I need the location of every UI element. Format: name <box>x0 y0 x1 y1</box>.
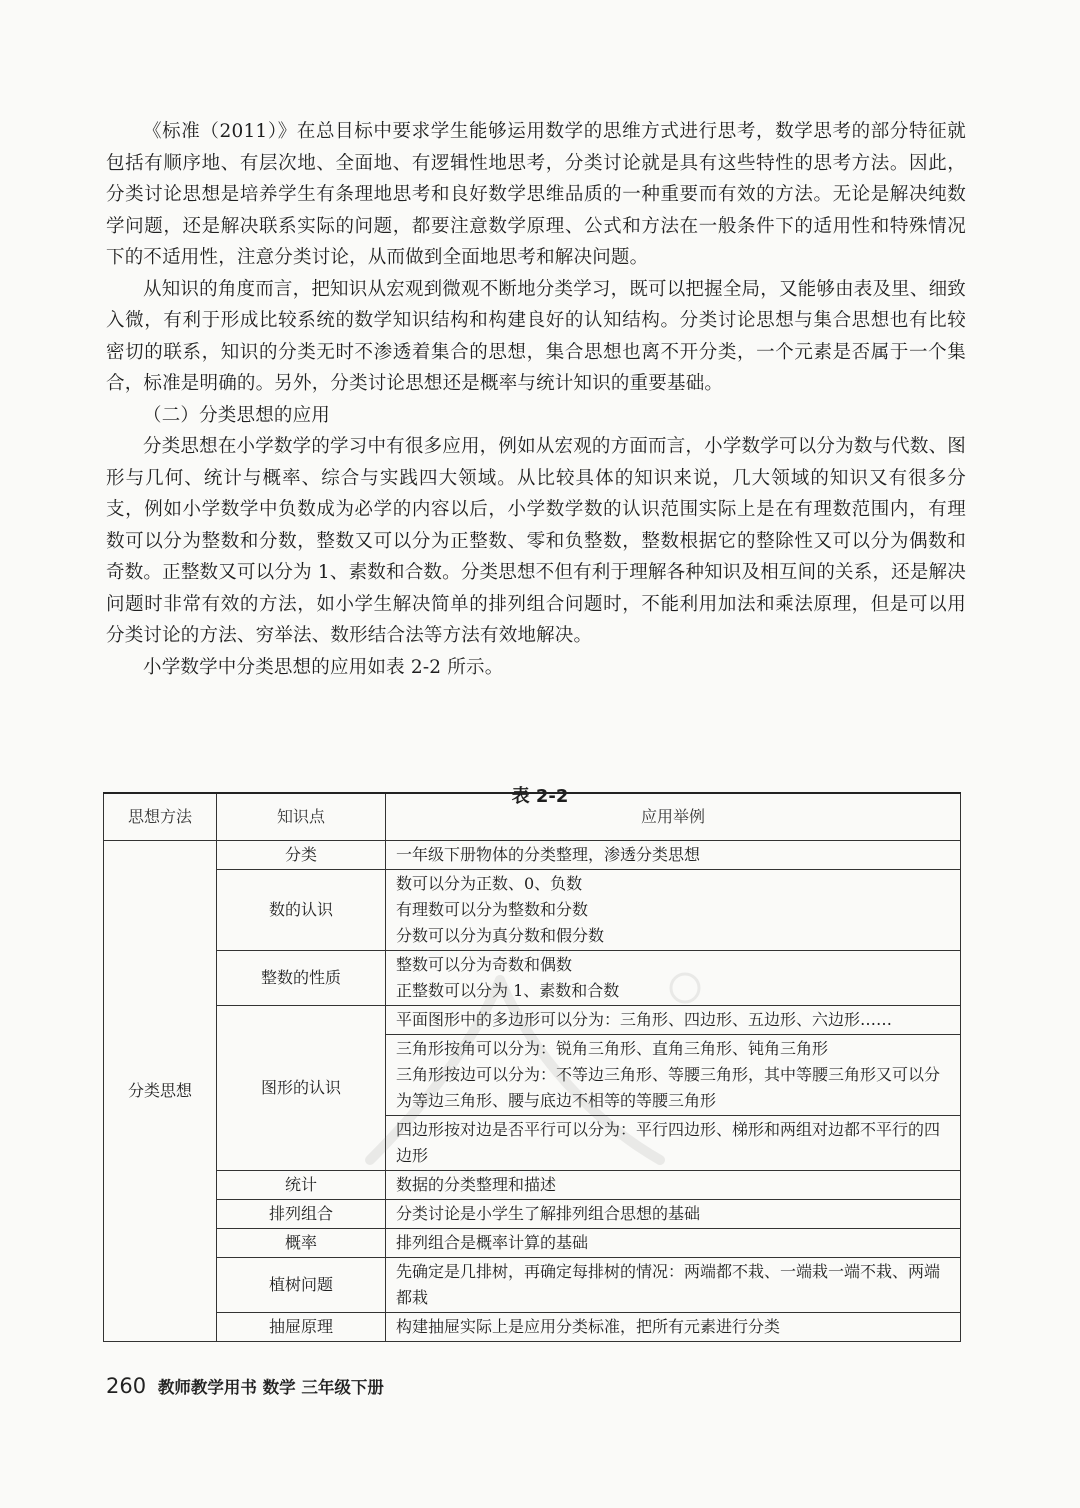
table-caption: 表 2-2 <box>511 786 569 807</box>
topic-cell: 排列组合 <box>217 1200 386 1229</box>
example-line: 分数可以分为真分数和假分数 <box>396 926 605 945</box>
example-cell <box>386 1035 961 1116</box>
example-line: 三角形按角可以分为：锐角三角形、直角三角形、钝角三角形 <box>396 1039 829 1058</box>
classification-table <box>103 792 961 1342</box>
paragraph-2: 从知识的角度而言，把知识从宏观到微观不断地分类学习，既可以把握全局，又能够由表及里、细致入微，有利于形成比较系统的数学知识结构和构建良好的认知结构。分类讨论思想与集合思想也有比较密切的联系，知识的分类无时不渗透着集合的思想，集合思想也离不开分类，一个元素是否属于一个集合，标准是明确的。另外，分类讨论思想还是概率与统计知识的重要基础。 <box>106 278 966 394</box>
example-line: 分类讨论是小学生了解排列组合思想的基础 <box>396 1204 701 1223</box>
topic-cell: 整数的性质 <box>217 951 386 1006</box>
example-line: 构建抽屉实际上是应用分类标准，把所有元素进行分类 <box>396 1317 781 1336</box>
example-line: 数可以分为正数、0、负数 <box>396 874 583 893</box>
page-footer <box>106 1374 384 1398</box>
header-topic: 知识点 <box>217 793 386 841</box>
table-row <box>104 1006 961 1035</box>
example-cell <box>386 1313 961 1342</box>
example-line: 正整数可以分为 1、素数和合数 <box>396 981 620 1000</box>
table-row <box>104 841 961 870</box>
header-method: 思想方法 <box>104 793 217 841</box>
page-number: 260 <box>106 1374 147 1398</box>
example-cell <box>386 1229 961 1258</box>
table-row <box>104 870 961 951</box>
example-line: 一年级下册物体的分类整理，渗透分类思想 <box>396 845 701 864</box>
example-cell <box>386 841 961 870</box>
example-line: 整数可以分为奇数和偶数 <box>396 955 573 974</box>
table-row <box>104 1200 961 1229</box>
paragraph-4: 小学数学中分类思想的应用如表 2-2 所示。 <box>143 656 504 678</box>
method-cell: 分类思想 <box>104 841 217 1342</box>
topic-cell: 图形的认识 <box>217 1006 386 1171</box>
topic-cell: 植树问题 <box>217 1258 386 1313</box>
header-example: 应用举例 <box>386 793 961 841</box>
example-line: 三角形按边可以分为：不等边三角形、等腰三角形，其中等腰三角形又可以分为等边三角形、腰与底边不相等的等腰三角形 <box>396 1065 941 1110</box>
table-row <box>104 1313 961 1342</box>
topic-cell: 统计 <box>217 1171 386 1200</box>
paragraph-1: 《标准（2011）》在总目标中要求学生能够运用数学的思维方式进行思考，数学思考的部分特征就包括有顺序地、有层次地、全面地、有逻辑性地思考，分类讨论就是具有这些特性的思考方法。因此，分类讨论思想是培养学生有条理地思考和良好数学思维品质的一种重要而有效的方法。无论是解决纯数学问题，还是解决联系实际的问题，都要注意数学原理、公式和方法在一般条件下的适用性和特殊情况下的不适用性，注意分类讨论，从而做到全面地思考和解决问题。 <box>106 121 966 268</box>
example-cell <box>386 1200 961 1229</box>
example-cell <box>386 1171 961 1200</box>
example-cell <box>386 870 961 951</box>
example-line: 先确定是几排树，再确定每排树的情况：两端都不栽、一端栽一端不栽、两端都栽 <box>396 1262 941 1307</box>
book-title: 教师教学用书 数学 三年级下册 <box>157 1378 384 1397</box>
table-row <box>104 1229 961 1258</box>
table-row <box>104 951 961 1006</box>
example-cell <box>386 1116 961 1171</box>
example-cell <box>386 1258 961 1313</box>
example-line: 四边形按对边是否平行可以分为：平行四边形、梯形和两组对边都不平行的四边形 <box>396 1120 941 1165</box>
section-subheading: （二）分类思想的应用 <box>143 404 331 426</box>
example-line: 平面图形中的多边形可以分为：三角形、四边形、五边形、六边形…… <box>396 1010 893 1029</box>
example-line: 数据的分类整理和描述 <box>396 1175 557 1194</box>
topic-cell: 抽屉原理 <box>217 1313 386 1342</box>
table-header-row <box>104 793 961 841</box>
example-cell <box>386 1006 961 1035</box>
table-row <box>104 1258 961 1313</box>
topic-cell: 概率 <box>217 1229 386 1258</box>
topic-cell: 数的认识 <box>217 870 386 951</box>
paragraph-3: 分类思想在小学数学的学习中有很多应用，例如从宏观的方面而言，小学数学可以分为数与代数、图形与几何、统计与概率、综合与实践四大领域。从比较具体的知识来说，几大领域的知识又有很多分支，例如小学数学中负数成为必学的内容以后，小学数学数的认识范围实际上是在有理数范围内，有理数可以分为整数和分数，整数又可以分为正整数、零和负整数，整数根据它的整除性又可以分为偶数和奇数。正整数又可以分为 1、素数和合数。分类思想不但有利于理解各种知识及相互间的关系，还是解决问题时非常有效的方法，如小学生解决简单的排列组合问题时，不能利用加法和乘法原理，但是可以用分类讨论的方法、穷举法、数形结合法等方法有效地解决。 <box>106 436 966 646</box>
example-line: 排列组合是概率计算的基础 <box>396 1233 589 1252</box>
example-line: 有理数可以分为整数和分数 <box>396 900 589 919</box>
example-cell <box>386 951 961 1006</box>
table-row <box>104 1171 961 1200</box>
body-text <box>106 116 966 683</box>
topic-cell: 分类 <box>217 841 386 870</box>
